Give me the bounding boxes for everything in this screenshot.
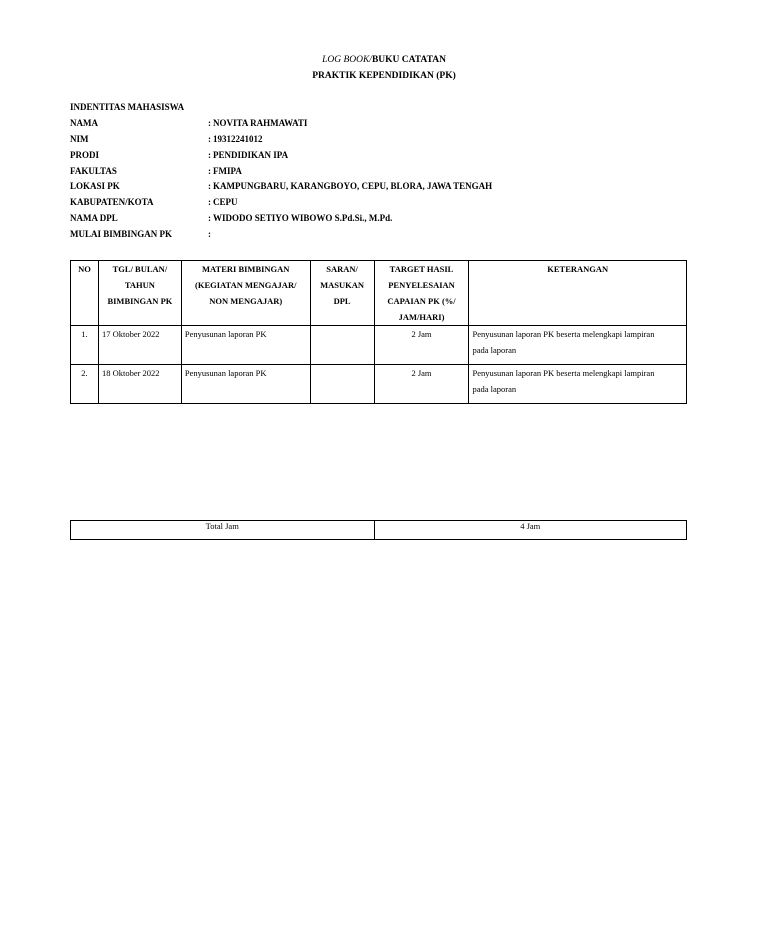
cell-saran bbox=[310, 365, 374, 404]
cell-target: 2 Jam bbox=[374, 365, 469, 404]
identity-value: WIDODO SETIYO WIBOWO S.Pd.Si., M.Pd. bbox=[213, 213, 393, 224]
header-materi: MATERI BIMBINGAN (KEGIATAN MENGAJAR/ NON MENGAJAR) bbox=[181, 261, 310, 326]
total-hours-table bbox=[70, 520, 687, 540]
cell-date: 18 Oktober 2022 bbox=[98, 365, 181, 404]
identity-label: NAMA bbox=[70, 117, 98, 128]
cell-no: 2. bbox=[71, 365, 99, 404]
table-header-row bbox=[71, 261, 687, 326]
title-rest: BUKU CATATAN bbox=[371, 55, 446, 65]
title-italic: LOG BOOK/ bbox=[322, 55, 372, 65]
cell-no: 1. bbox=[71, 326, 99, 365]
header-keterangan: KETERANGAN bbox=[469, 261, 687, 326]
identity-value: KAMPUNGBARU, KARANGBOYO, CEPU, BLORA, JAWA TENGAH bbox=[213, 181, 493, 192]
cell-materi: Penyusunan laporan PK bbox=[181, 326, 310, 365]
logbook-subtitle: PRAKTIK KEPENDIDIKAN (PK) bbox=[312, 71, 456, 81]
logbook-title bbox=[0, 54, 768, 66]
guidance-log-table bbox=[70, 260, 687, 404]
identity-label: PRODI bbox=[70, 149, 99, 160]
header-saran: SARAN/ MASUKAN DPL bbox=[310, 261, 374, 326]
header-date: TGL/ BULAN/ TAHUN BIMBINGAN PK bbox=[98, 261, 181, 326]
identity-label: FAKULTAS bbox=[70, 165, 117, 176]
table-row bbox=[71, 365, 687, 404]
cell-keterangan: Penyusunan laporan PK beserta melengkapi lampiran pada laporan bbox=[469, 326, 687, 365]
total-value: 4 Jam bbox=[374, 521, 687, 540]
identity-value: FMIPA bbox=[213, 165, 242, 176]
cell-materi: Penyusunan laporan PK bbox=[181, 365, 310, 404]
cell-date: 17 Oktober 2022 bbox=[98, 326, 181, 365]
total-row bbox=[71, 521, 687, 540]
identity-value: CEPU bbox=[213, 197, 238, 208]
header-target: TARGET HASIL PENYELESAIAN CAPAIAN PK (%/ JAM/HARI) bbox=[374, 261, 469, 326]
identity-value: 19312241012 bbox=[213, 133, 263, 144]
identity-value: PENDIDIKAN IPA bbox=[213, 149, 289, 160]
identity-label: LOKASI PK bbox=[70, 181, 120, 192]
identity-label: KABUPATEN/KOTA bbox=[70, 197, 154, 208]
identity-label: NIM bbox=[70, 133, 89, 144]
identity-value: NOVITA RAHMAWATI bbox=[213, 117, 308, 128]
identity-label: MULAI BIMBINGAN PK bbox=[70, 229, 173, 240]
identity-label: NAMA DPL bbox=[70, 213, 118, 224]
header-no: NO bbox=[71, 261, 99, 326]
cell-saran bbox=[310, 326, 374, 365]
cell-target: 2 Jam bbox=[374, 326, 469, 365]
total-label: Total Jam bbox=[71, 521, 375, 540]
cell-keterangan: Penyusunan laporan PK beserta melengkapi lampiran pada laporan bbox=[469, 365, 687, 404]
table-row bbox=[71, 326, 687, 365]
